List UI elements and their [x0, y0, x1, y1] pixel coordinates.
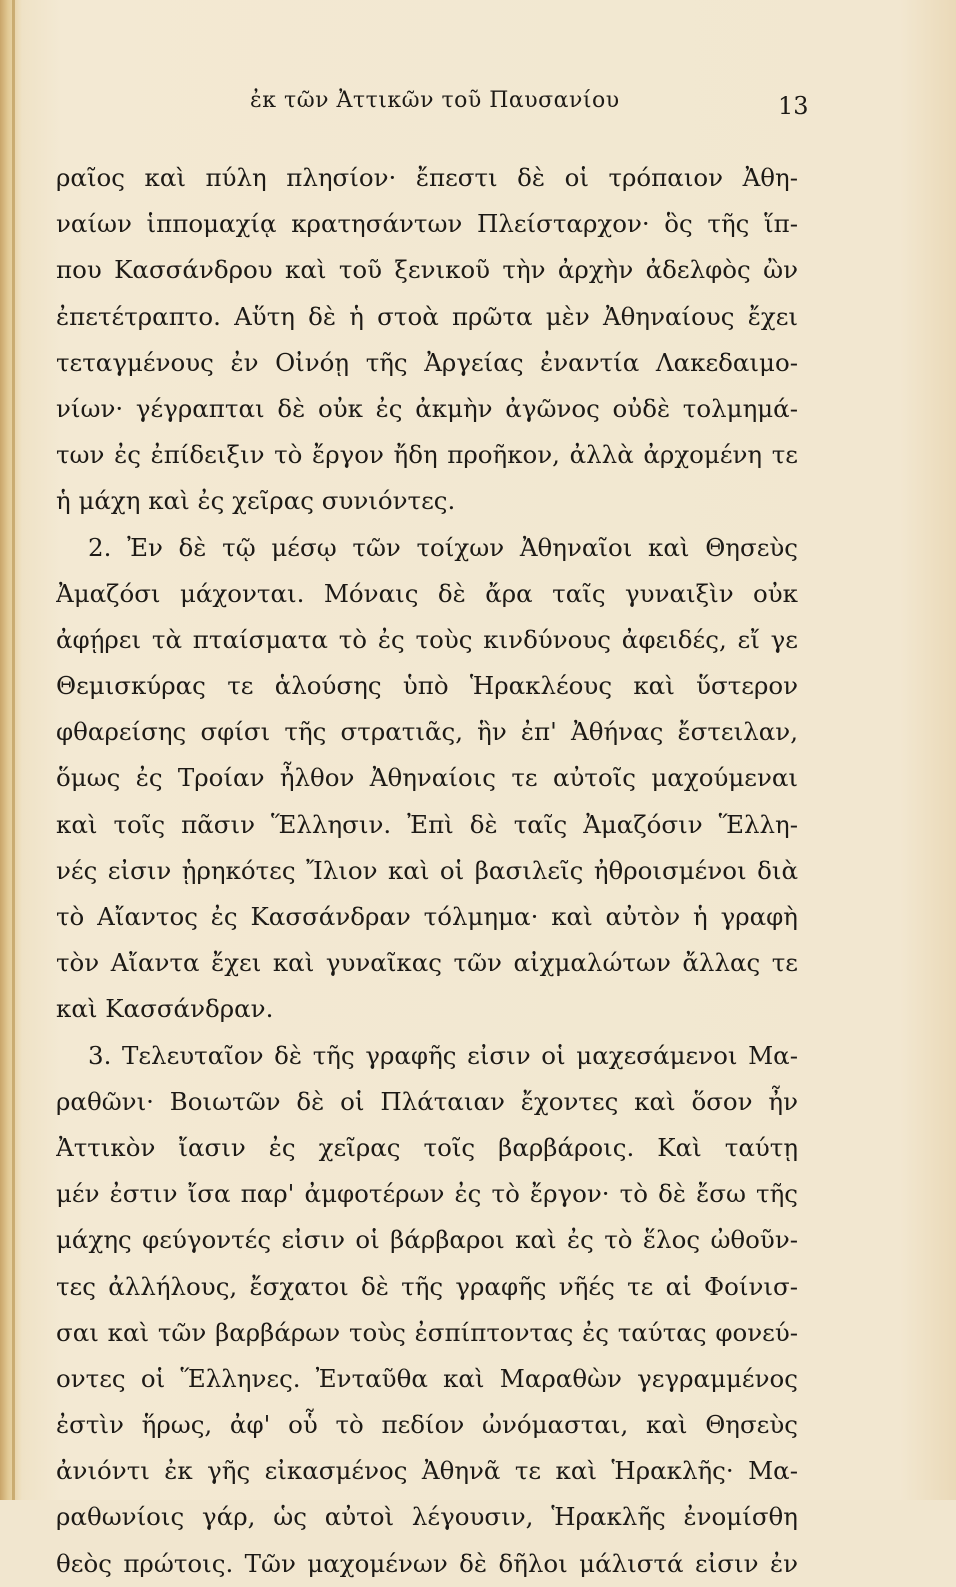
text-line: ἀνιόντι ἐκ γῆς εἰκασμένος Ἀθηνᾶ τε καὶ Ἡρακλῆς· Μα- [56, 1456, 798, 1486]
text-line: ραθωνίοις γάρ, ὡς αὐτοὶ λέγουσιν, Ἡρακλῆς ἐνομίσθη [56, 1502, 798, 1532]
text-line: ἐστὶν ἥρως, ἀφ' οὗ τὸ πεδίον ὠνόμασται, καὶ Θησεὺς [56, 1410, 798, 1440]
binding-edge [12, 0, 15, 1500]
text-line: φθαρείσης σφίσι τῆς στρατιᾶς, ἣν ἐπ' Ἀθήνας ἔστειλαν, [56, 717, 798, 747]
text-line: μέν ἐστιν ἴσα παρ' ἀμφοτέρων ἐς τὸ ἔργον· τὸ δὲ ἔσω τῆς [56, 1179, 798, 1209]
text-line: τες ἀλλήλους, ἔσχατοι δὲ τῆς γραφῆς νῆές τε αἱ Φοίνισ- [56, 1271, 798, 1301]
text-line: νές εἰσιν ᾑρηκότες Ἴλιον καὶ οἱ βασιλεῖς ἠθροισμένοι διὰ [56, 855, 798, 885]
text-line: ραῖος καὶ πύλη πλησίον· ἔπεστι δὲ οἱ τρόπαιον Ἀθη- [56, 163, 798, 192]
text-line: καὶ Κασσάνδραν. [56, 994, 274, 1024]
text-line: τὸ Αἴαντος ἐς Κασσάνδραν τόλμημα· καὶ αὐτὸν ἡ γραφὴ [56, 902, 798, 931]
text-line: ὅμως ἐς Τροίαν ἦλθον Ἀθηναίοις τε αὐτοῖς μαχούμεναι [56, 763, 798, 793]
section-2-start: 2. Ἐν δὲ τῷ μέσῳ τῶν τοίχων Ἀθηναῖοι καὶ Θησεὺς [88, 532, 798, 562]
text-line: ραθῶνι· Βοιωτῶν δὲ οἱ Πλάταιαν ἔχοντες καὶ ὅσον ἦν [56, 1086, 798, 1116]
section-3-start: 3. Τελευταῖον δὲ τῆς γραφῆς εἰσιν οἱ μαχεσάμενοι Μα- [88, 1040, 798, 1070]
text-line: των ἐς ἐπίδειξιν τὸ ἔργον ἤδη προῆκον, ἀλλὰ ἀρχομένη τε [56, 440, 798, 470]
body-text [56, 155, 798, 1587]
text-line: Ἀττικὸν ἴασιν ἐς χεῖρας τοῖς βαρβάροις. Καὶ ταύτῃ [56, 1132, 798, 1162]
text-line: σαι καὶ τῶν βαρβάρων τοὺς ἐσπίπτοντας ἐς ταύτας φονεύ- [56, 1317, 798, 1347]
text-line: Ἀμαζόσι μάχονται. Μόναις δὲ ἄρα ταῖς γυναιξὶν οὐκ [56, 578, 798, 608]
running-title: ἐκ τῶν Ἀττικῶν τοῦ Παυσανίου [250, 88, 620, 113]
text-line: θεὸς πρώτοις. Τῶν μαχομένων δὲ δῆλοι μάλιστά εἰσιν ἐν [56, 1548, 798, 1578]
page-number: 13 [778, 92, 809, 120]
text-line: Θεμισκύρας τε ἁλούσης ὑπὸ Ἡρακλέους καὶ ὕστερον [56, 671, 798, 701]
text-line: νίων· γέγραπται δὲ οὐκ ἐς ἀκμὴν ἀγῶνος οὐδὲ τολμημά- [56, 393, 798, 423]
text-line: ἡ μάχη καὶ ἐς χεῖρας συνιόντες. [56, 486, 456, 516]
text-line: μάχης φεύγοντές εἰσιν οἱ βάρβαροι καὶ ἐς τὸ ἕλος ὠθοῦν- [56, 1225, 798, 1255]
text-line: τεταγμένους ἐν Οἰνόῃ τῆς Ἀργείας ἐναντία Λακεδαιμο- [56, 347, 798, 377]
text-line: ἀφῄρει τὰ πταίσματα τὸ ἐς τοὺς κινδύνους ἀφειδές, εἴ γε [56, 624, 798, 654]
text-line: που Κασσάνδρου καὶ τοῦ ξενικοῦ τὴν ἀρχὴν ἀδελφὸς ὢν [56, 255, 798, 285]
text-line: καὶ τοῖς πᾶσιν Ἕλλησιν. Ἐπὶ δὲ ταῖς Ἀμαζόσιν Ἕλλη- [56, 809, 798, 839]
text-line: ναίων ἱππομαχίᾳ κρατησάντων Πλείσταρχον· ὃς τῆς ἵπ- [56, 209, 798, 239]
text-line: τὸν Αἴαντα ἔχει καὶ γυναῖκας τῶν αἰχμαλώτων ἄλλας τε [56, 948, 798, 978]
text-line: ἐπετέτραπτο. Αὕτη δὲ ἡ στοὰ πρῶτα μὲν Ἀθηναίους ἔχει [56, 301, 798, 331]
text-line: οντες οἱ Ἕλληνες. Ἐνταῦθα καὶ Μαραθὼν γεγραμμένος [56, 1363, 798, 1393]
